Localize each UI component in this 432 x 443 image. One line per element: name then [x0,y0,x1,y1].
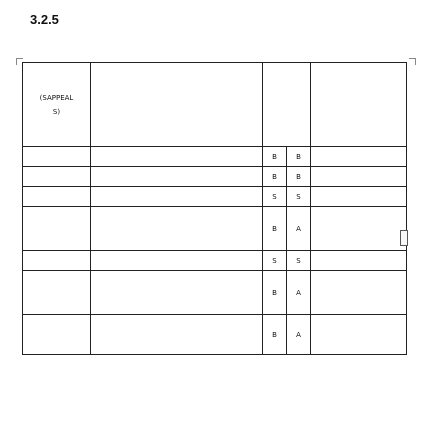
table-row: B A [23,207,407,251]
requirements-table [22,62,407,355]
header-cell-side [311,63,407,147]
requirements-table-wrap [22,62,406,355]
table-row: B B [23,167,407,187]
table-row: B B [23,147,407,167]
table-row: S S [23,187,407,207]
scroll-marker [400,230,408,246]
section-number: 3.2.5 [30,12,59,27]
corner-marker-right [409,58,416,65]
header-cell-2 [91,63,263,147]
footer-notes [22,404,406,410]
table-header-row [23,63,407,147]
table-row: B A [23,315,407,355]
table-row: B A [23,271,407,315]
header-cell-1: (SAPPEAL S) [23,63,91,147]
table-row: S S [23,251,407,271]
section-heading [30,12,59,27]
header-cell-3 [263,63,311,147]
